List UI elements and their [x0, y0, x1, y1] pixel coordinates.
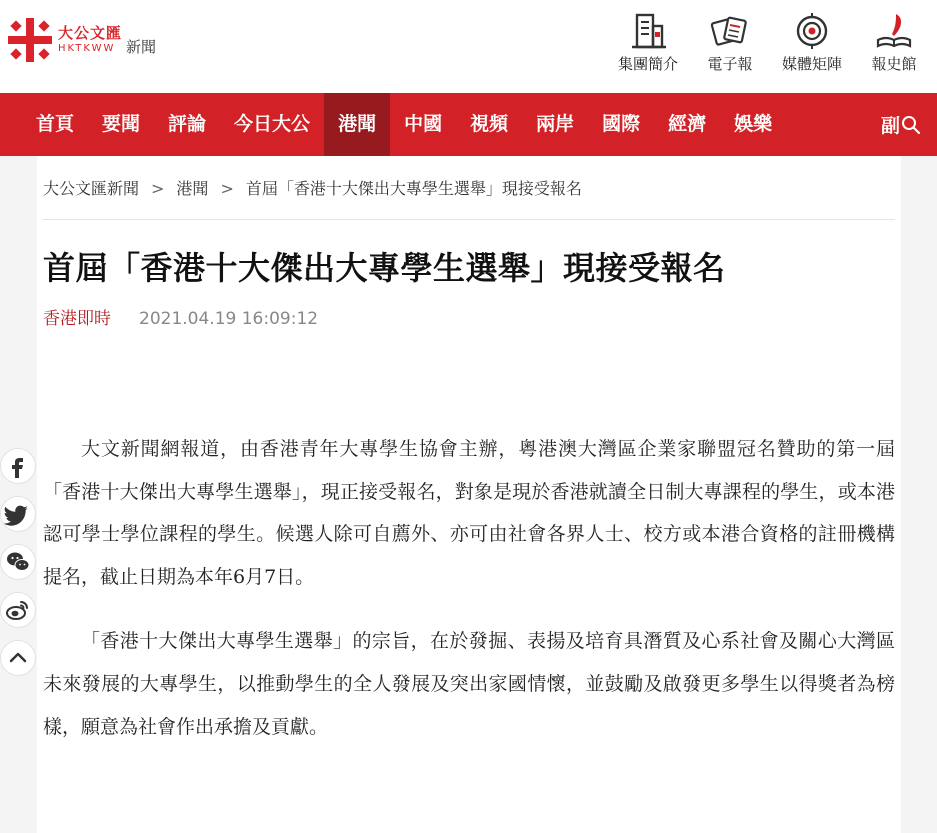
nav-item-china[interactable]: 中國	[404, 113, 443, 135]
logo-mark-icon	[8, 18, 52, 62]
chevron-up-icon	[5, 645, 31, 671]
tool-e-paper[interactable]	[693, 12, 767, 74]
share-sidebar	[0, 448, 36, 688]
share-facebook-button[interactable]	[0, 448, 36, 484]
nav-item-headlines[interactable]: 要聞	[102, 113, 141, 135]
logo-chinese-name: 大公文匯	[58, 24, 123, 42]
logo-english-name: HKTKWW	[58, 43, 116, 54]
nav-item-economy[interactable]: 經濟	[668, 113, 707, 135]
tool-media-matrix[interactable]	[775, 12, 849, 74]
wechat-icon	[5, 549, 31, 575]
back-to-top-button[interactable]	[0, 640, 36, 676]
facebook-icon	[5, 453, 31, 479]
tool-label: 電子報	[707, 55, 753, 73]
site-logo[interactable]	[8, 18, 156, 62]
breadcrumb-home[interactable]: 大公文匯新聞	[43, 179, 140, 198]
tool-label: 報史館	[871, 55, 917, 73]
nav-item-truncated[interactable]: 副	[881, 115, 901, 137]
main-nav	[0, 93, 937, 156]
tool-label: 集團簡介	[617, 55, 678, 73]
article-paragraph: 「香港十大傑出大專學生選舉」的宗旨，在於發掘、表揚及培育具潛質及心系社會及關心大灣區未來發展的大專學生，以推動學生的全人發展及突出家國情懷，並鼓勵及啟發更多學生以得獎者為榜樣，願意為社會作出承擔及貢獻。	[43, 630, 895, 738]
share-wechat-button[interactable]	[0, 544, 36, 580]
quill-book-icon	[874, 12, 914, 50]
nav-item-hk-news[interactable]: 港聞	[324, 93, 390, 156]
twitter-icon	[5, 501, 31, 527]
article-container	[37, 156, 901, 833]
breadcrumb-separator: >	[151, 179, 165, 198]
logo-news-label: 新聞	[126, 37, 157, 56]
share-weibo-button[interactable]	[0, 592, 36, 628]
search-icon[interactable]	[901, 115, 921, 135]
article-title: 首屆「香港十大傑出大專學生選舉」現接受報名	[43, 249, 726, 287]
site-header	[0, 0, 937, 93]
breadcrumb	[43, 156, 895, 220]
tool-group-intro[interactable]	[611, 12, 685, 74]
article-time: 2021.04.19 16:09:12	[139, 309, 319, 329]
header-tools	[611, 12, 931, 74]
article-paragraph: 大文新聞網報道，由香港青年大專學生協會主辦，粵港澳大灣區企業家聯盟冠名贊助的第一屆「香港十大傑出大專學生選舉」，現正接受報名，對象是現於香港就讀全日制大專課程的學生，或本港認可學士學位課程的學生。候選人除可自薦外、亦可由社會各界人士、校方或本港合資格的註冊機構提名，截止日期為本年6月7日。	[43, 438, 895, 588]
nav-item-today[interactable]: 今日大公	[234, 113, 311, 135]
breadcrumb-separator: >	[220, 179, 234, 198]
article-meta	[43, 304, 895, 329]
newspaper-cards-icon	[710, 12, 750, 50]
weibo-icon	[5, 597, 31, 623]
nav-item-video[interactable]: 視頻	[470, 113, 509, 135]
building-icon	[628, 12, 668, 50]
nav-item-cross-strait[interactable]: 兩岸	[536, 113, 575, 135]
target-icon	[792, 12, 832, 50]
tool-label: 媒體矩陣	[781, 55, 842, 73]
share-twitter-button[interactable]	[0, 496, 36, 532]
breadcrumb-section[interactable]: 港聞	[176, 179, 209, 198]
nav-item-home[interactable]: 首頁	[36, 113, 75, 135]
nav-item-entertainment[interactable]: 娛樂	[734, 113, 773, 135]
nav-item-commentary[interactable]: 評論	[168, 113, 207, 135]
breadcrumb-current: 首屆「香港十大傑出大專學生選舉」現接受報名	[245, 179, 582, 198]
article-source[interactable]: 香港即時	[43, 309, 111, 329]
nav-item-international[interactable]: 國際	[602, 113, 641, 135]
nav-search-area	[861, 93, 921, 156]
tool-history[interactable]	[857, 12, 931, 74]
